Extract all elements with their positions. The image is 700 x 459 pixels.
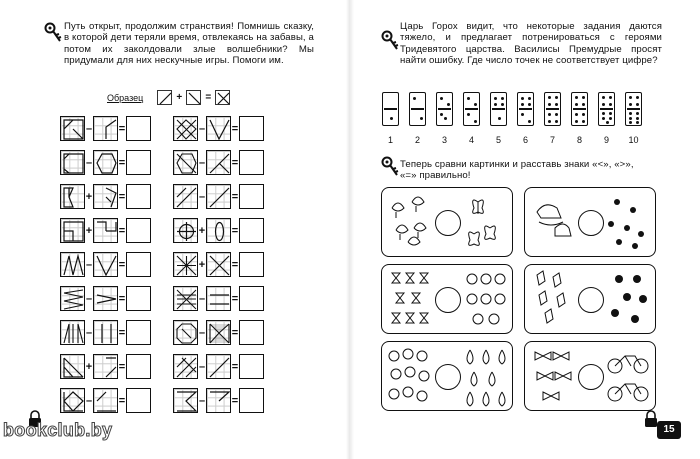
domino-card[interactable] — [436, 92, 453, 126]
puzzle-row — [60, 116, 264, 141]
op-sign: = — [231, 360, 239, 373]
domino-number: 7 — [549, 135, 555, 145]
op-sign: = — [118, 224, 126, 237]
op-sign: = — [118, 156, 126, 169]
left-instruction: Путь открыт, продолжим странствия! Помнишь сказку, в которой дети теряли время, отвлекаясь на забавы, а потом их заколдовали злые волшебники? Мы придумали для них нескучные игры. Помоги им. — [64, 21, 314, 67]
puzzle-cell — [206, 218, 231, 243]
puzzle-row — [60, 388, 264, 413]
answer-cell[interactable] — [239, 354, 264, 379]
puzzle-cell — [93, 218, 118, 243]
answer-cell[interactable] — [126, 320, 151, 345]
domino-number: 8 — [576, 135, 582, 145]
domino-card[interactable] — [490, 92, 507, 126]
op-sign: = — [231, 394, 239, 407]
puzzle-cell — [60, 320, 85, 345]
answer-cell[interactable] — [126, 286, 151, 311]
puzzle-cell — [93, 354, 118, 379]
puzzle-row — [60, 286, 264, 311]
page-number: 15 — [657, 421, 681, 439]
right-instruction-1: Царь Горох видит, что некоторые задания даются тяжело, и предлагает потренироваться с героями Тридевятого царства. Василисы Премудрые просят найти ошибку. Где число точек не соответствует цифре? — [400, 21, 662, 67]
domino-card[interactable] — [544, 92, 561, 126]
op-sign: – — [85, 258, 93, 271]
key-icon — [44, 22, 62, 44]
puzzle-row — [60, 218, 264, 243]
answer-cell[interactable] — [239, 218, 264, 243]
domino-number: 1 — [387, 135, 393, 145]
domino-card[interactable] — [517, 92, 534, 126]
op-sign: – — [198, 360, 206, 373]
domino-number: 2 — [414, 135, 420, 145]
puzzle-cell — [173, 388, 198, 413]
sample-plus: + — [176, 92, 183, 103]
answer-cell[interactable] — [239, 116, 264, 141]
page-gutter — [346, 0, 354, 459]
sample-label: Образец — [107, 92, 144, 103]
compare-box-horse-bears — [524, 187, 656, 257]
puzzle-cell — [206, 320, 231, 345]
puzzle-cell — [206, 354, 231, 379]
key-icon — [381, 30, 399, 52]
domino-card[interactable] — [463, 92, 480, 126]
domino-number: 3 — [441, 135, 447, 145]
op-sign: = — [118, 258, 126, 271]
op-sign: + — [198, 224, 206, 237]
op-sign: + — [85, 224, 93, 237]
puzzle-cell — [173, 286, 198, 311]
puzzle-row — [60, 354, 264, 379]
puzzle-cell — [173, 218, 198, 243]
compare-box-leaves-flowers — [524, 264, 656, 334]
domino-card[interactable] — [625, 92, 642, 126]
key-icon — [381, 156, 399, 178]
compare-box-apples-pears — [381, 341, 513, 411]
op-sign: = — [231, 190, 239, 203]
puzzle-cell — [60, 354, 85, 379]
op-sign: = — [231, 326, 239, 339]
op-sign: + — [85, 360, 93, 373]
compare-circle[interactable] — [435, 364, 461, 390]
op-sign: = — [118, 190, 126, 203]
answer-cell[interactable] — [239, 388, 264, 413]
answer-cell[interactable] — [126, 252, 151, 277]
answer-cell[interactable] — [239, 320, 264, 345]
puzzle-row — [60, 320, 264, 345]
domino-card[interactable] — [571, 92, 588, 126]
puzzle-cell — [173, 354, 198, 379]
sample-box-1 — [157, 90, 172, 105]
puzzle-cell — [60, 116, 85, 141]
puzzle-cell — [60, 218, 85, 243]
puzzle-cell — [173, 184, 198, 209]
compare-circle[interactable] — [578, 287, 604, 313]
domino-numbers — [382, 135, 642, 145]
compare-circle[interactable] — [435, 210, 461, 236]
puzzle-cell — [173, 150, 198, 175]
puzzle-cell — [60, 184, 85, 209]
puzzle-cell — [206, 150, 231, 175]
compare-box-hourglasses-clocks — [381, 264, 513, 334]
op-sign: – — [198, 394, 206, 407]
puzzle-cell — [93, 184, 118, 209]
domino-number: 6 — [522, 135, 528, 145]
answer-cell[interactable] — [239, 252, 264, 277]
compare-circle[interactable] — [578, 364, 604, 390]
op-sign: – — [198, 156, 206, 169]
answer-cell[interactable] — [239, 184, 264, 209]
op-sign: = — [231, 122, 239, 135]
puzzle-cell — [60, 388, 85, 413]
answer-cell[interactable] — [239, 286, 264, 311]
puzzle-row — [60, 184, 264, 209]
sample-box-2 — [186, 90, 201, 105]
answer-cell[interactable] — [126, 116, 151, 141]
op-sign: = — [118, 122, 126, 135]
answer-cell[interactable] — [126, 354, 151, 379]
puzzle-cell — [206, 286, 231, 311]
puzzle-cell — [93, 388, 118, 413]
op-sign: = — [231, 156, 239, 169]
puzzle-cell — [206, 184, 231, 209]
lock-icon — [644, 410, 658, 428]
puzzle-cell — [206, 252, 231, 277]
puzzle-cell — [173, 252, 198, 277]
op-sign: – — [198, 292, 206, 305]
sample-example — [107, 90, 230, 105]
op-sign: – — [85, 394, 93, 407]
puzzle-cell — [60, 252, 85, 277]
domino-number: 10 — [628, 135, 639, 145]
puzzle-cell — [93, 252, 118, 277]
op-sign: – — [85, 156, 93, 169]
puzzle-row — [60, 150, 264, 175]
op-sign: – — [85, 122, 93, 135]
compare-circle[interactable] — [435, 287, 461, 313]
answer-cell[interactable] — [126, 184, 151, 209]
op-sign: – — [198, 326, 206, 339]
op-sign: – — [85, 292, 93, 305]
op-sign: = — [231, 224, 239, 237]
puzzle-cell — [206, 388, 231, 413]
puzzle-cell — [93, 286, 118, 311]
op-sign: – — [198, 190, 206, 203]
puzzle-cell — [93, 320, 118, 345]
op-sign: = — [118, 326, 126, 339]
op-sign: = — [118, 394, 126, 407]
puzzle-cell — [173, 116, 198, 141]
compare-circle[interactable] — [578, 210, 604, 236]
op-sign: + — [85, 190, 93, 203]
puzzle-row — [60, 252, 264, 277]
domino-number: 5 — [495, 135, 501, 145]
compare-box-birds-butterflies — [381, 187, 513, 257]
answer-cell[interactable] — [239, 150, 264, 175]
domino-card[interactable] — [382, 92, 399, 126]
answer-cell[interactable] — [126, 150, 151, 175]
domino-card[interactable] — [409, 92, 426, 126]
sample-equals: = — [205, 92, 212, 103]
answer-cell[interactable] — [126, 388, 151, 413]
puzzle-cell — [93, 116, 118, 141]
right-instruction-2: Теперь сравни картинки и расставь знаки «<», «>», «=» правильно! — [400, 159, 634, 182]
site-logo: bookclub.by — [3, 420, 113, 440]
puzzle-cell — [173, 320, 198, 345]
answer-cell[interactable] — [126, 218, 151, 243]
domino-number: 9 — [603, 135, 609, 145]
puzzle-cell — [60, 150, 85, 175]
op-sign: = — [118, 292, 126, 305]
puzzle-cell — [60, 286, 85, 311]
domino-row — [382, 92, 642, 126]
op-sign: – — [85, 326, 93, 339]
op-sign: = — [231, 292, 239, 305]
puzzle-cell — [93, 150, 118, 175]
sample-box-3 — [215, 90, 230, 105]
op-sign: = — [118, 360, 126, 373]
compare-box-bows-bicycles — [524, 341, 656, 411]
op-sign: – — [198, 122, 206, 135]
domino-card[interactable] — [598, 92, 615, 126]
op-sign: = — [231, 258, 239, 271]
domino-number: 4 — [468, 135, 474, 145]
puzzle-cell — [206, 116, 231, 141]
op-sign: + — [198, 258, 206, 271]
